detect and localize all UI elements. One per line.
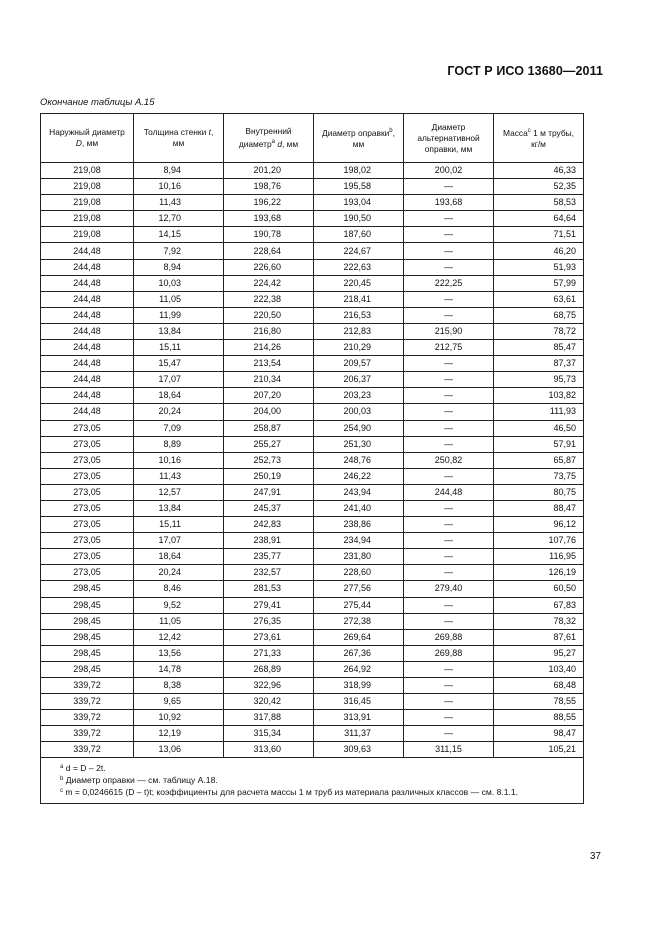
- table-cell: 10,16: [134, 179, 224, 195]
- table-cell: 71,51: [494, 227, 584, 243]
- table-cell: —: [404, 436, 494, 452]
- table-cell: 275,44: [314, 597, 404, 613]
- table-cell: 273,05: [41, 533, 134, 549]
- table-cell: 87,61: [494, 629, 584, 645]
- table-cell: 7,92: [134, 243, 224, 259]
- table-cell: 273,05: [41, 565, 134, 581]
- table-cell: 269,88: [404, 629, 494, 645]
- table-cell: 224,67: [314, 243, 404, 259]
- table-cell: 213,54: [224, 356, 314, 372]
- table-cell: —: [404, 372, 494, 388]
- table-cell: 339,72: [41, 694, 134, 710]
- col-header-inner-diameter: Внутренний диаметр$^a$ d, мм: [224, 114, 314, 163]
- pipe-dimensions-table: [40, 113, 584, 804]
- table-row: [41, 661, 584, 677]
- table-cell: —: [404, 404, 494, 420]
- table-cell: 12,57: [134, 484, 224, 500]
- table-cell: 107,76: [494, 533, 584, 549]
- table-header-row: [41, 114, 584, 163]
- table-cell: 13,84: [134, 323, 224, 339]
- table-cell: 222,63: [314, 259, 404, 275]
- table-cell: 200,02: [404, 163, 494, 179]
- table-notes-row: [41, 758, 584, 804]
- table-cell: 228,64: [224, 243, 314, 259]
- table-row: [41, 163, 584, 179]
- table-cell: —: [404, 211, 494, 227]
- table-cell: 264,92: [314, 661, 404, 677]
- table-row: [41, 243, 584, 259]
- table-cell: 234,94: [314, 533, 404, 549]
- table-row: [41, 275, 584, 291]
- table-cell: 251,30: [314, 436, 404, 452]
- table-cell: 20,24: [134, 404, 224, 420]
- table-row: [41, 195, 584, 211]
- table-cell: 96,12: [494, 517, 584, 533]
- table-cell: 52,35: [494, 179, 584, 195]
- table-cell: 277,56: [314, 581, 404, 597]
- table-cell: 245,37: [224, 500, 314, 516]
- table-cell: 212,75: [404, 340, 494, 356]
- table-cell: 190,50: [314, 211, 404, 227]
- table-cell: 67,83: [494, 597, 584, 613]
- table-cell: 320,42: [224, 694, 314, 710]
- col-header-mass: Масса$^c$ 1 м трубы, кг/м: [494, 114, 584, 163]
- table-row: [41, 484, 584, 500]
- table-cell: 244,48: [41, 404, 134, 420]
- table-cell: —: [404, 388, 494, 404]
- table-cell: 116,95: [494, 549, 584, 565]
- table-row: [41, 694, 584, 710]
- table-cell: 219,08: [41, 179, 134, 195]
- table-row: [41, 404, 584, 420]
- table-cell: 269,64: [314, 629, 404, 645]
- table-row: [41, 307, 584, 323]
- table-cell: 13,56: [134, 645, 224, 661]
- table-cell: 244,48: [41, 356, 134, 372]
- table-cell: —: [404, 227, 494, 243]
- table-cell: 216,53: [314, 307, 404, 323]
- table-cell: 271,33: [224, 645, 314, 661]
- table-cell: 12,70: [134, 211, 224, 227]
- table-cell: —: [404, 678, 494, 694]
- table-cell: 232,57: [224, 565, 314, 581]
- table-cell: 247,91: [224, 484, 314, 500]
- table-cell: 8,94: [134, 259, 224, 275]
- table-cell: 193,04: [314, 195, 404, 211]
- table-cell: 78,72: [494, 323, 584, 339]
- table-cell: —: [404, 291, 494, 307]
- table-cell: 11,05: [134, 291, 224, 307]
- table-cell: 10,03: [134, 275, 224, 291]
- table-cell: 222,25: [404, 275, 494, 291]
- table-cell: 273,61: [224, 629, 314, 645]
- table-cell: 193,68: [224, 211, 314, 227]
- table-cell: 272,38: [314, 613, 404, 629]
- table-cell: —: [404, 597, 494, 613]
- table-cell: 273,05: [41, 436, 134, 452]
- table-cell: 68,48: [494, 678, 584, 694]
- col-header-alt-mandrel-diameter: Диаметр альтернативной оправки, мм: [404, 114, 494, 163]
- table-cell: 298,45: [41, 629, 134, 645]
- table-cell: 87,37: [494, 356, 584, 372]
- table-cell: 15,11: [134, 517, 224, 533]
- table-cell: 9,65: [134, 694, 224, 710]
- table-cell: 273,05: [41, 549, 134, 565]
- table-cell: 8,89: [134, 436, 224, 452]
- table-cell: 276,35: [224, 613, 314, 629]
- table-cell: 201,20: [224, 163, 314, 179]
- page-number: 37: [589, 851, 601, 862]
- table-notes: [41, 758, 584, 804]
- table-cell: 14,78: [134, 661, 224, 677]
- table-row: [41, 565, 584, 581]
- table-cell: 11,05: [134, 613, 224, 629]
- table-cell: 238,86: [314, 517, 404, 533]
- table-cell: 58,53: [494, 195, 584, 211]
- table-row: [41, 227, 584, 243]
- table-cell: 273,05: [41, 452, 134, 468]
- table-cell: 12,42: [134, 629, 224, 645]
- table-cell: 222,38: [224, 291, 314, 307]
- table-row: [41, 291, 584, 307]
- table-cell: 64,64: [494, 211, 584, 227]
- table-cell: 318,99: [314, 678, 404, 694]
- table-cell: 85,47: [494, 340, 584, 356]
- table-cell: 207,20: [224, 388, 314, 404]
- table-cell: —: [404, 613, 494, 629]
- table-cell: 322,96: [224, 678, 314, 694]
- table-cell: 267,36: [314, 645, 404, 661]
- table-cell: 78,55: [494, 694, 584, 710]
- table-cell: 216,80: [224, 323, 314, 339]
- table-cell: 51,93: [494, 259, 584, 275]
- table-cell: 244,48: [41, 275, 134, 291]
- table-cell: 12,19: [134, 726, 224, 742]
- table-row: [41, 533, 584, 549]
- table-cell: 68,75: [494, 307, 584, 323]
- table-cell: 311,37: [314, 726, 404, 742]
- table-cell: 244,48: [41, 291, 134, 307]
- table-cell: 9,52: [134, 597, 224, 613]
- table-cell: 88,47: [494, 500, 584, 516]
- table-cell: 281,53: [224, 581, 314, 597]
- table-cell: 98,47: [494, 726, 584, 742]
- table-cell: 20,24: [134, 565, 224, 581]
- table-cell: 95,73: [494, 372, 584, 388]
- table-row: [41, 179, 584, 195]
- table-cell: 255,27: [224, 436, 314, 452]
- table-cell: —: [404, 549, 494, 565]
- table-cell: 313,91: [314, 710, 404, 726]
- table-cell: 244,48: [41, 372, 134, 388]
- table-row: [41, 678, 584, 694]
- table-cell: 298,45: [41, 597, 134, 613]
- table-cell: 244,48: [41, 323, 134, 339]
- table-cell: 126,19: [494, 565, 584, 581]
- table-cell: 258,87: [224, 420, 314, 436]
- table-row: [41, 726, 584, 742]
- table-cell: 268,89: [224, 661, 314, 677]
- table-cell: 244,48: [41, 388, 134, 404]
- table-cell: 13,84: [134, 500, 224, 516]
- table-caption: Окончание таблицы А.15: [40, 97, 155, 108]
- table-cell: 11,43: [134, 195, 224, 211]
- table-cell: 339,72: [41, 710, 134, 726]
- table-cell: 210,29: [314, 340, 404, 356]
- table-cell: 8,46: [134, 581, 224, 597]
- table-cell: 57,99: [494, 275, 584, 291]
- table-cell: 46,33: [494, 163, 584, 179]
- table-cell: 210,34: [224, 372, 314, 388]
- table-cell: —: [404, 726, 494, 742]
- table-cell: —: [404, 533, 494, 549]
- table-cell: 298,45: [41, 645, 134, 661]
- table-cell: 254,90: [314, 420, 404, 436]
- table-cell: 313,60: [224, 742, 314, 758]
- table-row: [41, 211, 584, 227]
- table-row: [41, 597, 584, 613]
- table-cell: 15,11: [134, 340, 224, 356]
- table-cell: 215,90: [404, 323, 494, 339]
- table-cell: 235,77: [224, 549, 314, 565]
- table-row: [41, 388, 584, 404]
- table-row: [41, 420, 584, 436]
- table-cell: —: [404, 420, 494, 436]
- table-cell: 10,16: [134, 452, 224, 468]
- note-c: $^c$ m = 0,0246615 (D – t)t; коэффициенты для расчета массы 1 м труб из материала различных классов — см. 8.1.1.: [60, 786, 519, 797]
- table-cell: 206,37: [314, 372, 404, 388]
- table-cell: 273,05: [41, 517, 134, 533]
- table-cell: 17,07: [134, 533, 224, 549]
- table-cell: —: [404, 661, 494, 677]
- table-cell: 103,40: [494, 661, 584, 677]
- table-row: [41, 742, 584, 758]
- table-row: [41, 517, 584, 533]
- table-cell: 317,88: [224, 710, 314, 726]
- table-cell: 224,42: [224, 275, 314, 291]
- table-cell: 228,60: [314, 565, 404, 581]
- table-cell: —: [404, 710, 494, 726]
- table-cell: 11,43: [134, 468, 224, 484]
- table-cell: 73,75: [494, 468, 584, 484]
- table-cell: 60,50: [494, 581, 584, 597]
- table-row: [41, 452, 584, 468]
- table-cell: 309,63: [314, 742, 404, 758]
- table-cell: —: [404, 694, 494, 710]
- table-cell: —: [404, 259, 494, 275]
- table-cell: 279,41: [224, 597, 314, 613]
- table-row: [41, 436, 584, 452]
- table-cell: 273,05: [41, 484, 134, 500]
- table-cell: 269,88: [404, 645, 494, 661]
- table-cell: 204,00: [224, 404, 314, 420]
- table-cell: 219,08: [41, 163, 134, 179]
- table-cell: 244,48: [41, 340, 134, 356]
- table-cell: 187,60: [314, 227, 404, 243]
- table-cell: 316,45: [314, 694, 404, 710]
- table-row: [41, 468, 584, 484]
- table-cell: 273,05: [41, 500, 134, 516]
- table-cell: 17,07: [134, 372, 224, 388]
- table-row: [41, 259, 584, 275]
- table-cell: 8,94: [134, 163, 224, 179]
- table-cell: 248,76: [314, 452, 404, 468]
- table-cell: 242,83: [224, 517, 314, 533]
- table-cell: 273,05: [41, 468, 134, 484]
- table-cell: 198,02: [314, 163, 404, 179]
- table-cell: 226,60: [224, 259, 314, 275]
- table-cell: 95,27: [494, 645, 584, 661]
- col-header-wall-thickness: Толщина стенки t, мм: [134, 114, 224, 163]
- table-cell: 200,03: [314, 404, 404, 420]
- col-header-outer-diameter: Наружный диаметр D, мм: [41, 114, 134, 163]
- table-cell: 298,45: [41, 581, 134, 597]
- table-cell: 11,99: [134, 307, 224, 323]
- table-row: [41, 629, 584, 645]
- table-cell: 219,08: [41, 211, 134, 227]
- table-cell: 243,94: [314, 484, 404, 500]
- table-cell: 10,92: [134, 710, 224, 726]
- table-cell: 298,45: [41, 661, 134, 677]
- table-cell: 218,41: [314, 291, 404, 307]
- table-row: [41, 500, 584, 516]
- table-row: [41, 549, 584, 565]
- table-cell: 241,40: [314, 500, 404, 516]
- table-cell: 219,08: [41, 227, 134, 243]
- table-cell: 244,48: [41, 243, 134, 259]
- table-cell: —: [404, 243, 494, 259]
- table-cell: 220,50: [224, 307, 314, 323]
- table-row: [41, 645, 584, 661]
- table-row: [41, 710, 584, 726]
- table-cell: 195,58: [314, 179, 404, 195]
- table-cell: 298,45: [41, 613, 134, 629]
- table-row: [41, 323, 584, 339]
- table-cell: 14,15: [134, 227, 224, 243]
- table-cell: 219,08: [41, 195, 134, 211]
- table-cell: —: [404, 565, 494, 581]
- col-header-mandrel-diameter: Диаметр оправки$^b$, мм: [314, 114, 404, 163]
- table-cell: 238,91: [224, 533, 314, 549]
- table-cell: 198,76: [224, 179, 314, 195]
- table-cell: 250,19: [224, 468, 314, 484]
- table-cell: 46,50: [494, 420, 584, 436]
- table-cell: 339,72: [41, 742, 134, 758]
- table-cell: 279,40: [404, 581, 494, 597]
- standard-header: ГОСТ Р ИСО 13680—2011: [447, 64, 603, 78]
- table-cell: —: [404, 179, 494, 195]
- table-cell: 63,61: [494, 291, 584, 307]
- table-cell: 88,55: [494, 710, 584, 726]
- table-row: [41, 340, 584, 356]
- table-cell: 18,64: [134, 388, 224, 404]
- table-cell: 193,68: [404, 195, 494, 211]
- table-cell: 111,93: [494, 404, 584, 420]
- table-cell: 220,45: [314, 275, 404, 291]
- table-body: [41, 163, 584, 758]
- table-row: [41, 581, 584, 597]
- table-cell: 231,80: [314, 549, 404, 565]
- table-cell: 244,48: [41, 259, 134, 275]
- table-cell: 339,72: [41, 726, 134, 742]
- table-cell: 18,64: [134, 549, 224, 565]
- table-cell: 212,83: [314, 323, 404, 339]
- table-cell: 209,57: [314, 356, 404, 372]
- table-cell: 250,82: [404, 452, 494, 468]
- table-cell: 214,26: [224, 340, 314, 356]
- table-cell: 46,20: [494, 243, 584, 259]
- table-cell: 80,75: [494, 484, 584, 500]
- table-cell: 273,05: [41, 420, 134, 436]
- table-cell: 203,23: [314, 388, 404, 404]
- table-row: [41, 372, 584, 388]
- table-cell: 315,34: [224, 726, 314, 742]
- table-row: [41, 356, 584, 372]
- table-cell: 244,48: [404, 484, 494, 500]
- table-cell: 311,15: [404, 742, 494, 758]
- table-cell: —: [404, 517, 494, 533]
- table-cell: —: [404, 307, 494, 323]
- table-cell: 15,47: [134, 356, 224, 372]
- table-cell: 57,91: [494, 436, 584, 452]
- table-cell: 103,82: [494, 388, 584, 404]
- table-cell: 196,22: [224, 195, 314, 211]
- table-cell: 7,09: [134, 420, 224, 436]
- table-cell: 105,21: [494, 742, 584, 758]
- table-cell: 190,78: [224, 227, 314, 243]
- table-cell: 252,73: [224, 452, 314, 468]
- table-cell: 8,38: [134, 678, 224, 694]
- table-cell: 65,87: [494, 452, 584, 468]
- table-cell: 13,06: [134, 742, 224, 758]
- table-cell: 244,48: [41, 307, 134, 323]
- table-cell: —: [404, 468, 494, 484]
- note-a: $^a$ d = D – 2t.: [60, 763, 106, 774]
- table-cell: 78,32: [494, 613, 584, 629]
- table-cell: —: [404, 356, 494, 372]
- table-row: [41, 613, 584, 629]
- table-cell: —: [404, 500, 494, 516]
- note-b: $^b$ Диаметр оправки — см. таблицу А.18.: [60, 775, 218, 786]
- table-cell: 339,72: [41, 678, 134, 694]
- table-cell: 246,22: [314, 468, 404, 484]
